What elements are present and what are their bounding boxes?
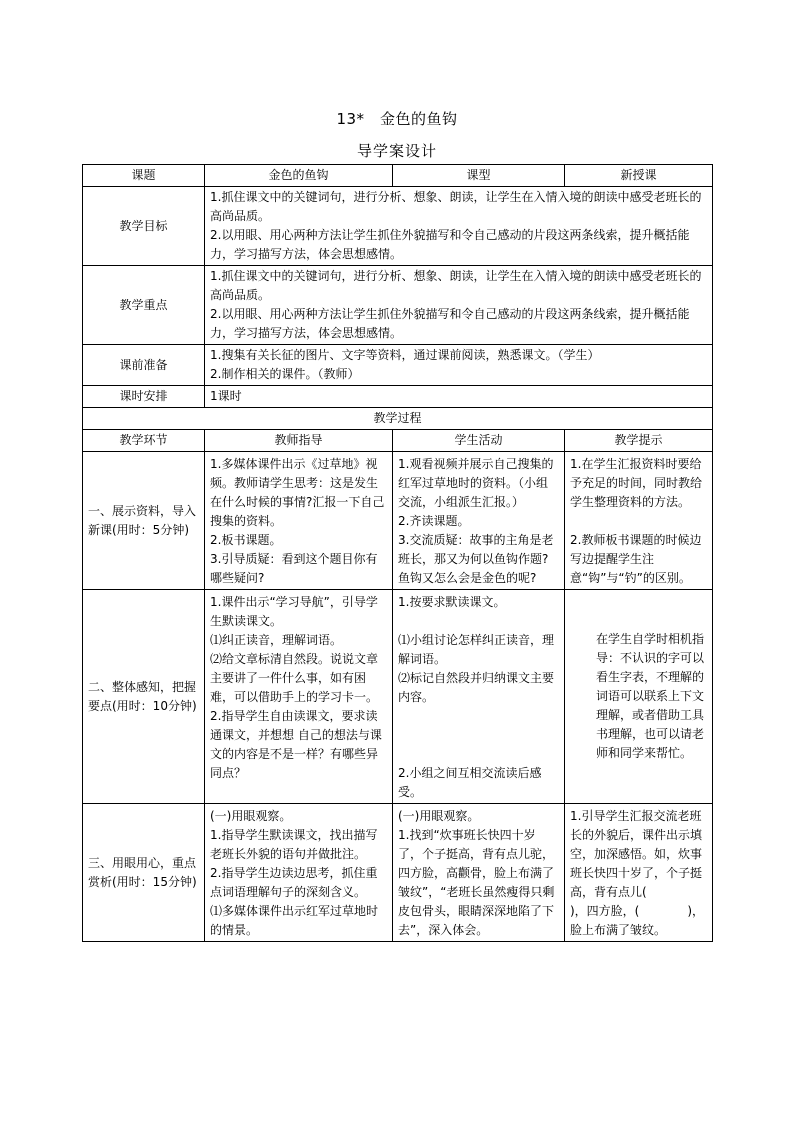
tip-item: 2.教师板书课题的时候边写边提醒学生注意“钩”与“钓”的区别。 — [570, 533, 702, 585]
tip-item: 1.在学生汇报资料时要给予充足的时间，同时教给学生整理资料的方法。 — [570, 457, 703, 509]
teacher-guidance — [205, 590, 393, 804]
column-header: 学生活动 — [393, 430, 565, 452]
prep-label: 课前准备 — [83, 345, 205, 386]
focus-item: 1.抓住课文中的关键词句，进行分析、想象、朗读，让学生在入情入境的朗读中感受老班长的高尚品质。 — [210, 269, 702, 302]
table-row-stage-3 — [83, 804, 713, 942]
topic-label: 课题 — [83, 165, 205, 187]
stage-label: 二、整体感知，把握要点(用时：10分钟) — [83, 590, 205, 804]
teacher-step: ⑵给文章标清自然段。说说文章主要讲了一件什么事，如有困难，可以借助手上的学习卡一。 — [210, 652, 379, 704]
teacher-step: 1.指导学生默读课文，找出描写老班长外貌的语句并做批注。 — [210, 828, 378, 861]
teacher-step: 2.板书课题。 — [210, 533, 282, 547]
type-label: 课型 — [393, 165, 565, 187]
teacher-step: 2.指导学生边读边思考，抓住重点词语理解句子的深刻含义。 — [210, 866, 378, 899]
teaching-tips — [565, 452, 713, 590]
table-row-schedule — [83, 386, 713, 408]
table-row-header — [83, 165, 713, 187]
table-row-process-title — [83, 408, 713, 430]
focus-item: 2.以用眼、用心两种方法让学生抓住外貌描写和令自己感动的片段这两条线索，提升概括能力，学习描写方法，体会思想感情。 — [210, 307, 690, 340]
column-header: 教师指导 — [205, 430, 393, 452]
teacher-guidance — [205, 804, 393, 942]
student-step: 1.按要求默读课文。 — [398, 595, 506, 609]
table-row-stage-1 — [83, 452, 713, 590]
teacher-step: ⑴多媒体课件出示红军过草地时的情景。 — [210, 904, 379, 937]
stage-label: 三、用眼用心，重点赏析(用时：15分钟) — [83, 804, 205, 942]
schedule-label: 课时安排 — [83, 386, 205, 408]
teacher-guidance — [205, 452, 393, 590]
teaching-tips — [565, 590, 713, 804]
page-title: 13* 金色的鱼钩 — [336, 110, 458, 128]
goal-item: 1.抓住课文中的关键词句，进行分析、想象、朗读，让学生在入情入境的朗读中感受老班长的高尚品质。 — [210, 190, 702, 223]
column-header: 教学环节 — [83, 430, 205, 452]
teacher-step: 2.指导学生自由读课文，要求读通课文，并想想 自己的想法与课文的内容是不是一样？有哪些异同点？ — [210, 709, 382, 780]
teacher-step: 1.多媒体课件出示《过草地》视频。教师请学生思考：这是发生在什么时候的事情?汇报一下自己搜集的资料。 — [210, 457, 385, 528]
student-step: 1.观看视频并展示自己搜集的红军过草地时的资料。（小组交流，小组派生汇报。） — [398, 457, 554, 509]
schedule-value: 1课时 — [205, 386, 713, 408]
focus-content — [205, 266, 713, 345]
table-row-prep — [83, 345, 713, 386]
page-subtitle: 导学案设计 — [356, 142, 437, 160]
lesson-plan-table — [82, 164, 713, 942]
process-title: 教学过程 — [83, 408, 713, 430]
student-step: 2.小组之间互相交流读后感受。 — [398, 766, 542, 799]
prep-item: 1.搜集有关长征的图片、文字等资料，通过课前阅读，熟悉课文。（学生） — [210, 348, 600, 362]
prep-item: 2.制作相关的课件。（教师） — [210, 367, 360, 381]
teaching-tips — [565, 804, 713, 942]
goals-label: 教学目标 — [83, 187, 205, 266]
table-row-focus — [83, 266, 713, 345]
focus-label: 教学重点 — [83, 266, 205, 345]
student-activity — [393, 452, 565, 590]
teacher-step: 3.引导质疑：看到这个题目你有哪些疑问? — [210, 552, 378, 585]
goal-item: 2.以用眼、用心两种方法让学生抓住外貌描写和令自己感动的片段这两条线索，提升概括能力，学习描写方法，体会思想感情。 — [210, 228, 690, 261]
topic-value: 金色的鱼钩 — [205, 165, 393, 187]
student-activity — [393, 804, 565, 942]
table-row-stage-2 — [83, 590, 713, 804]
tip-item: 1.引导学生汇报交流老班长的外貌后，课件出示填空，加深感悟。如，炊事班长快四十岁了，个子挺高，背有点儿( )，四方脸，( )，脸上布满了皱纹。 — [570, 809, 705, 937]
student-step: ⑴小组讨论怎样纠正读音，理解词语。 — [398, 633, 555, 666]
student-step: 2.齐读课题。 — [398, 514, 470, 528]
student-step: (一)用眼观察。 — [398, 809, 480, 823]
prep-content — [205, 345, 713, 386]
column-header: 教学提示 — [565, 430, 713, 452]
teacher-step: ⑴纠正读音，理解词语。 — [210, 633, 343, 647]
tip-item: 在学生自学时相机指导：不认识的字可以看生字表，不理解的词语可以联系上下文理解，或者借助工具书理解，也可以请老师和同学来帮忙。 — [596, 632, 705, 760]
student-activity — [393, 590, 565, 804]
table-row-process-columns — [83, 430, 713, 452]
teacher-step: (一)用眼观察。 — [210, 809, 292, 823]
type-value: 新授课 — [565, 165, 713, 187]
teacher-step: 1.课件出示“学习导航”，引导学生默读课文。 — [210, 595, 378, 628]
student-step: 1.找到“炊事班长快四十岁了，个子挺高，背有点儿驼，四方脸，高颧骨，脸上布满了皱纹”，“老班长虽然瘦得只剩皮包骨头，眼睛深深地陷了下去”，深入体会。 — [398, 828, 555, 937]
stage-label: 一、展示资料，导入新课(用时：5分钟) — [83, 452, 205, 590]
table-row-goals — [83, 187, 713, 266]
student-step: 3.交流质疑：故事的主角是老班长，那又为何以鱼钩作题?鱼钩又怎么会是金色的呢? — [398, 533, 554, 585]
goals-content — [205, 187, 713, 266]
student-step: ⑵标记自然段并归纳课文主要内容。 — [398, 671, 555, 704]
